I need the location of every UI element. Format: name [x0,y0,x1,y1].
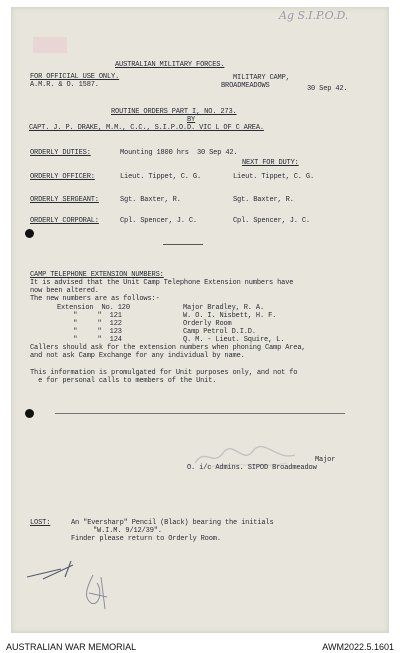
lost-item-line: "W.I.M. 9/12/39". [93,527,162,535]
orderly-sergeant-next: Sgt. Baxter, R. [233,196,294,204]
telephone-heading: CAMP TELEPHONE EXTENSION NUMBERS: [30,271,164,279]
extension-name: Q. M. - Lieut. Squire, L. [183,336,285,344]
orderly-officer-current: Lieut. Tippet, C. G. [120,173,202,181]
section-divider [55,413,345,414]
telephone-intro-line: The new numbers are as follows:- [30,295,160,303]
signatory-position: O. i/c Admins. SIPOD Broadmeadow [187,464,317,472]
callers-instruction: and not ask Camp Exchange for any individual by name. [30,352,245,360]
org-title: AUSTRALIAN MILITARY FORCES. [115,61,225,69]
signatory-rank: Major [315,456,336,464]
orderly-corporal-next: Cpl. Spencer, J. C. [233,217,310,225]
handwritten-initials [21,547,131,617]
camp-label: MILITARY CAMP, [233,74,290,82]
extension-name: W. O. I. Nisbett, H. F. [183,312,277,320]
orderly-corporal-current: Cpl. Spencer, J. C. [120,217,197,225]
lost-label: LOST: [30,519,51,527]
orders-by: BY [187,116,196,124]
camp-place: BROADMEADOWS [221,82,270,90]
orderly-duties-value: Mounting 1800 hrs 30 Sep 42. [120,149,238,157]
order-date: 30 Sep 42. [307,85,348,93]
orders-title: ROUTINE ORDERS PART I, NO. 273. [111,108,237,116]
red-stamp [33,37,67,53]
promulgation-note: e for personal calls to members of the Unit. [30,377,217,385]
extension-number: " " 124 [57,336,122,344]
orderly-officer-next: Lieut. Tippet, C. G. [233,173,315,181]
lost-item-line: An "Eversharp" Pencil (Black) bearing the initials [71,519,274,527]
promulgation-note: This information is promulgated for Unit purposes only, and not fo [30,369,298,377]
orderly-duties-label: ORDERLY DUTIES: [30,149,91,157]
footer-institution: AUSTRALIAN WAR MEMORIAL [6,642,137,652]
extension-number: " " 122 [57,320,122,328]
orderly-officer-label: ORDERLY OFFICER: [30,173,95,181]
section-divider [163,244,203,245]
extension-number: " " 123 [57,328,122,336]
telephone-intro-line: now been altered. [30,287,99,295]
extension-number: Extension No. 120 [57,304,130,312]
callers-instruction: Callers should ask for the extension numbers when phoning Camp Area, [30,344,306,352]
lost-item-line: Finder please return to Orderly Room. [71,535,221,543]
extension-name: Orderly Room [183,320,232,328]
extension-name: Major Bradley, R. A. [183,304,265,312]
punch-hole [25,409,34,418]
telephone-intro-line: It is advised that the Unit Camp Telephone Extension numbers have [30,279,294,287]
next-for-duty-label: NEXT FOR DUTY: [242,159,299,167]
orderly-corporal-label: ORDERLY CORPORAL: [30,217,99,225]
official-use: FOR OFFICIAL USE ONLY. [30,73,120,81]
document-page [11,7,389,633]
handwritten-annotation: Ag S.I.P.O.D. [279,9,349,22]
extension-name: Camp Petrol D.I.D. [183,328,256,336]
punch-hole [25,229,34,238]
commander-line: CAPT. J. P. DRAKE, M.M., C.C., S.I.P.O.D. VIC L OF C AREA. [29,124,264,132]
footer-accession: AWM2022.5.1601 [322,642,394,652]
orderly-sergeant-label: ORDERLY SERGEANT: [30,196,99,204]
extension-number: " " 121 [57,312,122,320]
amr-reference: A.M.R. & O. 1587. [30,81,99,89]
orderly-sergeant-current: Sgt. Baxter, R. [120,196,181,204]
